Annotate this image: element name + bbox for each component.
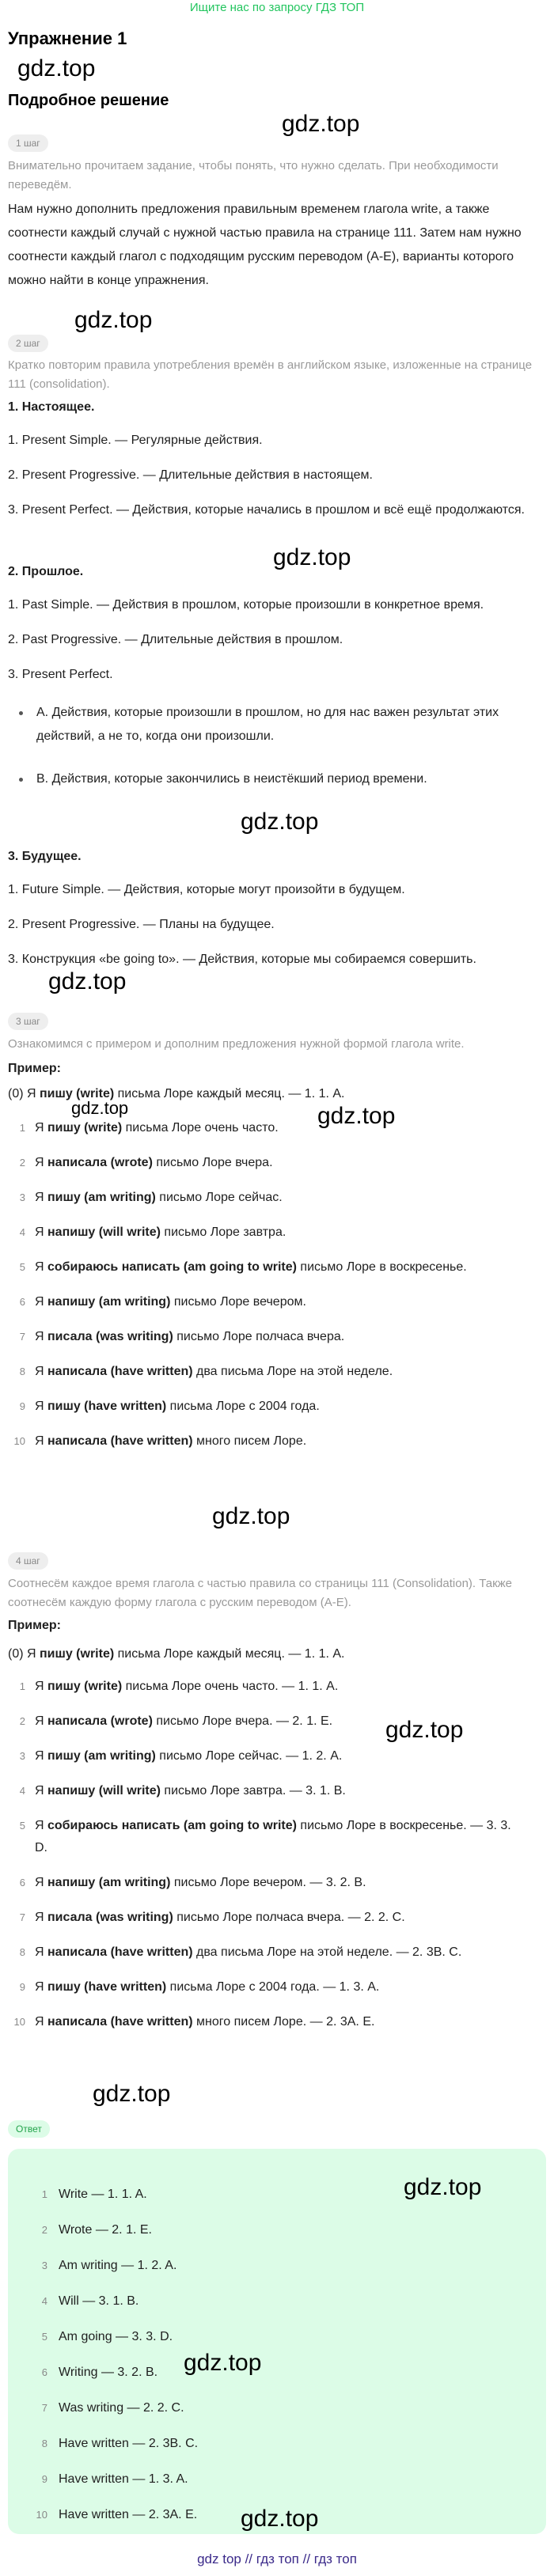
list-item: [8, 1815, 546, 1859]
text-part: Я: [35, 1680, 47, 1693]
footer-links[interactable]: gdz top // гдз топ // гдз топ: [197, 2551, 357, 2567]
step-hint: Внимательно прочитаем задание, чтобы понять, что нужно сделать. При необходимости переведём.: [8, 159, 499, 191]
item-number: 8: [19, 1946, 25, 1958]
text-part: Я: [35, 1819, 47, 1832]
verb-form: напишу (am writing): [47, 1876, 171, 1889]
verb-form: напишу (am writing): [47, 1295, 171, 1309]
text-part: Я: [35, 1330, 47, 1343]
list-item: [8, 1710, 546, 1733]
answer-item: [32, 2221, 152, 2240]
item-text: [35, 1780, 526, 1802]
item-text: [35, 1396, 526, 1418]
text-part: письмо Лоре завтра.: [160, 1225, 286, 1239]
text-part: письмо Лоре полчаса вчера.: [173, 1330, 345, 1343]
item-number: 10: [36, 2509, 47, 2521]
section-heading: 1. Настоящее.: [8, 400, 95, 414]
watermark: gdz.top: [385, 1717, 464, 1743]
text-part: письмо Лоре в воскресенье.: [296, 1260, 467, 1274]
text-part: письмо Лоре вечером. — 3. 2. B.: [170, 1876, 366, 1889]
list-item: [8, 1907, 546, 1929]
text-part: письмо Лоре вчера. — 2. 1. E.: [152, 1714, 333, 1728]
item-number: 2: [19, 1715, 25, 1727]
text-part: письмо Лоре вечером.: [170, 1295, 306, 1309]
step-badge: 3 шаг: [8, 1013, 48, 1030]
example-label: Пример:: [8, 1062, 61, 1075]
verb-form: пишу (write): [40, 1647, 115, 1661]
item-number: 3: [41, 2260, 47, 2271]
rule-bullet-text: B. Действия, которые закончились в неистёкший период времени.: [36, 772, 427, 786]
verb-form: напишу (will write): [47, 1225, 161, 1239]
text-part: Я: [35, 1156, 47, 1169]
text-part: Я: [35, 1714, 47, 1728]
item-number: 9: [19, 1400, 25, 1412]
item-number: 6: [19, 1877, 25, 1888]
answer-text: Write — 1. 1. A.: [59, 2188, 147, 2201]
item-text: [35, 1152, 526, 1174]
text-part: Я: [35, 1980, 47, 1994]
list-item: [8, 1872, 546, 1894]
item-text: [35, 1976, 526, 1998]
verb-form: писала (was writing): [47, 1330, 173, 1343]
rule-line: 3. Present Perfect.: [8, 668, 113, 681]
verb-form: собираюсь написать (am going to write): [47, 1819, 297, 1832]
verb-form: пишу (write): [47, 1121, 123, 1135]
text-part: письмо Лоре вчера.: [152, 1156, 273, 1169]
text-part: Я: [35, 1365, 47, 1378]
list-item: [8, 1256, 546, 1279]
text-part: письма Лоре каждый месяц. — 1. 1. A.: [114, 1647, 345, 1661]
rule-bullet: [21, 767, 527, 791]
text-part: Я: [35, 1911, 47, 1924]
example-label: Пример:: [8, 1619, 61, 1632]
section-heading: 2. Прошлое.: [8, 565, 84, 578]
example-line: [8, 1082, 538, 1106]
answer-text: Wrote — 2. 1. E.: [59, 2223, 152, 2237]
item-number: 10: [13, 1435, 25, 1447]
item-text: [35, 1430, 526, 1453]
verb-form: пишу (write): [47, 1680, 123, 1693]
text-part: Я: [35, 1876, 47, 1889]
item-text: [35, 1222, 526, 1244]
answer-text: Will — 3. 1. B.: [59, 2294, 139, 2308]
item-text: [35, 1187, 526, 1209]
list-item: [8, 2011, 546, 2033]
rule-bullet: [21, 701, 527, 748]
list-item: [8, 1430, 546, 1453]
text-part: Я: [35, 1784, 47, 1798]
item-number: 7: [19, 1911, 25, 1923]
watermark: gdz.top: [273, 544, 351, 570]
watermark: gdz.top: [17, 55, 96, 81]
section-heading: 3. Будущее.: [8, 850, 82, 863]
item-text: [35, 2011, 526, 2033]
list-item: [8, 1396, 546, 1418]
verb-form: написала (have written): [47, 1365, 193, 1378]
answer-item: [32, 2328, 173, 2347]
item-number: 9: [41, 2473, 47, 2485]
answer-item: [32, 2292, 138, 2311]
item-number: 9: [19, 1981, 25, 1993]
watermark: gdz.top: [212, 1503, 290, 1529]
watermark: gdz.top: [71, 1098, 129, 1118]
answer-text: Writing — 3. 2. B.: [59, 2366, 158, 2379]
list-item: [8, 1326, 546, 1348]
watermark: gdz.top: [282, 111, 360, 137]
item-text: [35, 1872, 526, 1894]
watermark: gdz.top: [317, 1103, 396, 1129]
step-hint: Соотнесём каждое время глагола с частью правила со страницы 111 (Consolidation). Также соотнесём каждую форму глагола с русским переводом (A-E).: [8, 1577, 513, 1609]
step-hint: Кратко повторим правила употребления времён в английском языке, изложенные на странице 111 (consolidation).: [8, 358, 533, 391]
list-item: [8, 1941, 546, 1964]
rule-line: 2. Present Progressive. — Планы на будущее.: [8, 918, 275, 931]
text-part: письма Лоре очень часто.: [122, 1121, 279, 1135]
answer-text: Was writing — 2. 2. C.: [59, 2401, 184, 2415]
answer-text: Have written — 1. 3. A.: [59, 2472, 188, 2486]
text-part: письма Лоре с 2004 года. — 1. 3. A.: [166, 1980, 380, 1994]
rule-line: 3. Present Perfect. — Действия, которые начались в прошлом и всё ещё продолжаются.: [8, 503, 525, 517]
item-number: 4: [19, 1785, 25, 1797]
item-text: [35, 1117, 526, 1139]
item-number: 5: [41, 2331, 47, 2343]
step-badge: 2 шаг: [8, 335, 48, 352]
item-number: 2: [41, 2224, 47, 2236]
rule-line: 1. Past Simple. — Действия в прошлом, которые произошли в конкретное время.: [8, 598, 484, 612]
item-number: 3: [19, 1191, 25, 1203]
list-item: [8, 1745, 546, 1767]
text-part: письмо Лоре полчаса вчера. — 2. 2. C.: [173, 1911, 405, 1924]
answer-item: [32, 2434, 198, 2453]
answer-item: [32, 2506, 197, 2525]
text-part: Я: [35, 2015, 47, 2029]
item-number: 1: [19, 1122, 25, 1134]
item-number: 1: [19, 1680, 25, 1692]
item-number: 8: [41, 2438, 47, 2449]
text-part: Я: [35, 1749, 47, 1763]
item-text: [35, 1361, 526, 1383]
verb-form: пишу (write): [40, 1087, 115, 1100]
answer-item: [32, 2256, 176, 2275]
text-part: Я: [35, 1191, 47, 1204]
text-part: письмо Лоре сейчас.: [155, 1191, 283, 1204]
text-part: Я: [35, 1225, 47, 1239]
text-part: Я: [35, 1945, 47, 1959]
item-number: 7: [19, 1331, 25, 1343]
watermark: gdz.top: [48, 968, 127, 994]
text-part: Я: [35, 1400, 47, 1413]
item-text: [35, 1815, 526, 1859]
watermark: gdz.top: [404, 2174, 482, 2200]
text-part: два письма Лоре на этой неделе.: [192, 1365, 393, 1378]
item-number: 3: [19, 1750, 25, 1762]
answer-badge: Ответ: [8, 2120, 50, 2138]
text-part: Я: [35, 1260, 47, 1274]
verb-form: собираюсь написать (am going to write): [47, 1260, 297, 1274]
answer-text: Am writing — 1. 2. A.: [59, 2259, 177, 2272]
verb-form: написала (wrote): [47, 1156, 153, 1169]
rule-line: 1. Future Simple. — Действия, которые могут произойти в будущем.: [8, 883, 405, 896]
item-text: [35, 1907, 526, 1929]
watermark: gdz.top: [184, 2350, 262, 2376]
item-number: 5: [19, 1261, 25, 1273]
verb-form: писала (was writing): [47, 1911, 173, 1924]
list-item: [8, 1361, 546, 1383]
item-text: [35, 1710, 526, 1733]
text-part: письма Лоре с 2004 года.: [166, 1400, 320, 1413]
page-title: Упражнение 1: [8, 28, 127, 48]
verb-form: пишу (have written): [47, 1400, 167, 1413]
search-banner[interactable]: Ищите нас по запросу ГДЗ ТОП: [189, 1, 365, 14]
rule-bullet-text: A. Действия, которые произошли в прошлом, но для нас важен результат этих действий, а не то, когда они произошли.: [36, 706, 499, 743]
list-item: [8, 1152, 546, 1174]
answer-item: [32, 2363, 157, 2382]
step-hint: Ознакомимся с примером и дополним предложения нужной формой глагола write.: [8, 1037, 465, 1051]
page-subtitle: Подробное решение: [8, 92, 169, 109]
rule-line: 2. Past Progressive. — Длительные действия в прошлом.: [8, 633, 343, 646]
text-part: много писем Лоре. — 2. 3A. E.: [192, 2015, 375, 2029]
item-number: 5: [19, 1820, 25, 1832]
verb-form: пишу (am writing): [47, 1191, 156, 1204]
rule-line: 2. Present Progressive. — Длительные действия в настоящем.: [8, 468, 373, 482]
text-part: (0) Я: [8, 1087, 40, 1100]
watermark: gdz.top: [93, 2081, 171, 2107]
text-part: письмо Лоре завтра. — 3. 1. B.: [160, 1784, 346, 1798]
answer-item: [32, 2470, 188, 2489]
verb-form: написала (have written): [47, 1434, 193, 1448]
answer-item: [32, 2399, 184, 2418]
text-part: (0) Я: [8, 1647, 40, 1661]
text-part: Я: [35, 1121, 47, 1135]
step-badge: 4 шаг: [8, 1552, 48, 1570]
list-item: [8, 1976, 546, 1998]
verb-form: написала (wrote): [47, 1714, 153, 1728]
text-part: письмо Лоре сейчас. — 1. 2. A.: [155, 1749, 343, 1763]
text-part: два письма Лоре на этой неделе. — 2. 3B. C.: [192, 1945, 462, 1959]
item-number: 4: [41, 2295, 47, 2307]
list-item: [8, 1676, 546, 1698]
answer-text: Have written — 2. 3A. E.: [59, 2508, 198, 2521]
item-text: [35, 1676, 526, 1698]
answer-item: [32, 2185, 147, 2204]
item-number: 2: [19, 1157, 25, 1169]
watermark: gdz.top: [241, 809, 319, 835]
item-text: [35, 1941, 526, 1964]
text-part: письма Лоре каждый месяц. — 1. 1. A.: [114, 1087, 345, 1100]
item-text: [35, 1745, 526, 1767]
answer-text: Have written — 2. 3B. C.: [59, 2437, 199, 2450]
item-number: 7: [41, 2402, 47, 2414]
verb-form: написала (have written): [47, 2015, 193, 2029]
watermark: gdz.top: [241, 2506, 319, 2532]
list-item: [8, 1780, 546, 1802]
item-text: [35, 1256, 526, 1279]
list-item: [8, 1291, 546, 1313]
verb-form: напишу (will write): [47, 1784, 161, 1798]
text-part: письма Лоре очень часто. — 1. 1. A.: [122, 1680, 339, 1693]
example-line: [8, 1642, 538, 1666]
item-number: 6: [19, 1296, 25, 1308]
text-part: много писем Лоре.: [192, 1434, 307, 1448]
item-text: [35, 1326, 526, 1348]
rule-line: 1. Present Simple. — Регулярные действия.: [8, 434, 263, 447]
text-part: Я: [35, 1434, 47, 1448]
text-part: письмо Лоре в воскресенье. — 3. 3. D.: [35, 1819, 511, 1854]
item-number: 8: [19, 1366, 25, 1377]
item-number: 4: [19, 1226, 25, 1238]
answer-text: Am going — 3. 3. D.: [59, 2330, 173, 2343]
verb-form: пишу (have written): [47, 1980, 167, 1994]
step-badge: 1 шаг: [8, 134, 48, 152]
item-text: [35, 1291, 526, 1313]
list-item: [8, 1222, 546, 1244]
verb-form: пишу (am writing): [47, 1749, 156, 1763]
item-number: 1: [41, 2188, 47, 2200]
verb-form: написала (have written): [47, 1945, 193, 1959]
list-item: [8, 1117, 546, 1139]
text-part: Я: [35, 1295, 47, 1309]
item-number: 6: [41, 2366, 47, 2378]
item-number: 10: [13, 2016, 25, 2028]
step-text: Нам нужно дополнить предложения правильным временем глагола write, а также соотнести каждый случай с нужной частью правила на странице 111. Затем нам нужно соотнести каждый глагол с подходящим русским переводом (A-E), варианты которого можно найти в конце упражнения.: [8, 203, 522, 287]
watermark: gdz.top: [74, 307, 153, 333]
list-item: [8, 1187, 546, 1209]
rule-line: 3. Конструкция «be going to». — Действия, которые мы собираемся совершить.: [8, 953, 476, 966]
